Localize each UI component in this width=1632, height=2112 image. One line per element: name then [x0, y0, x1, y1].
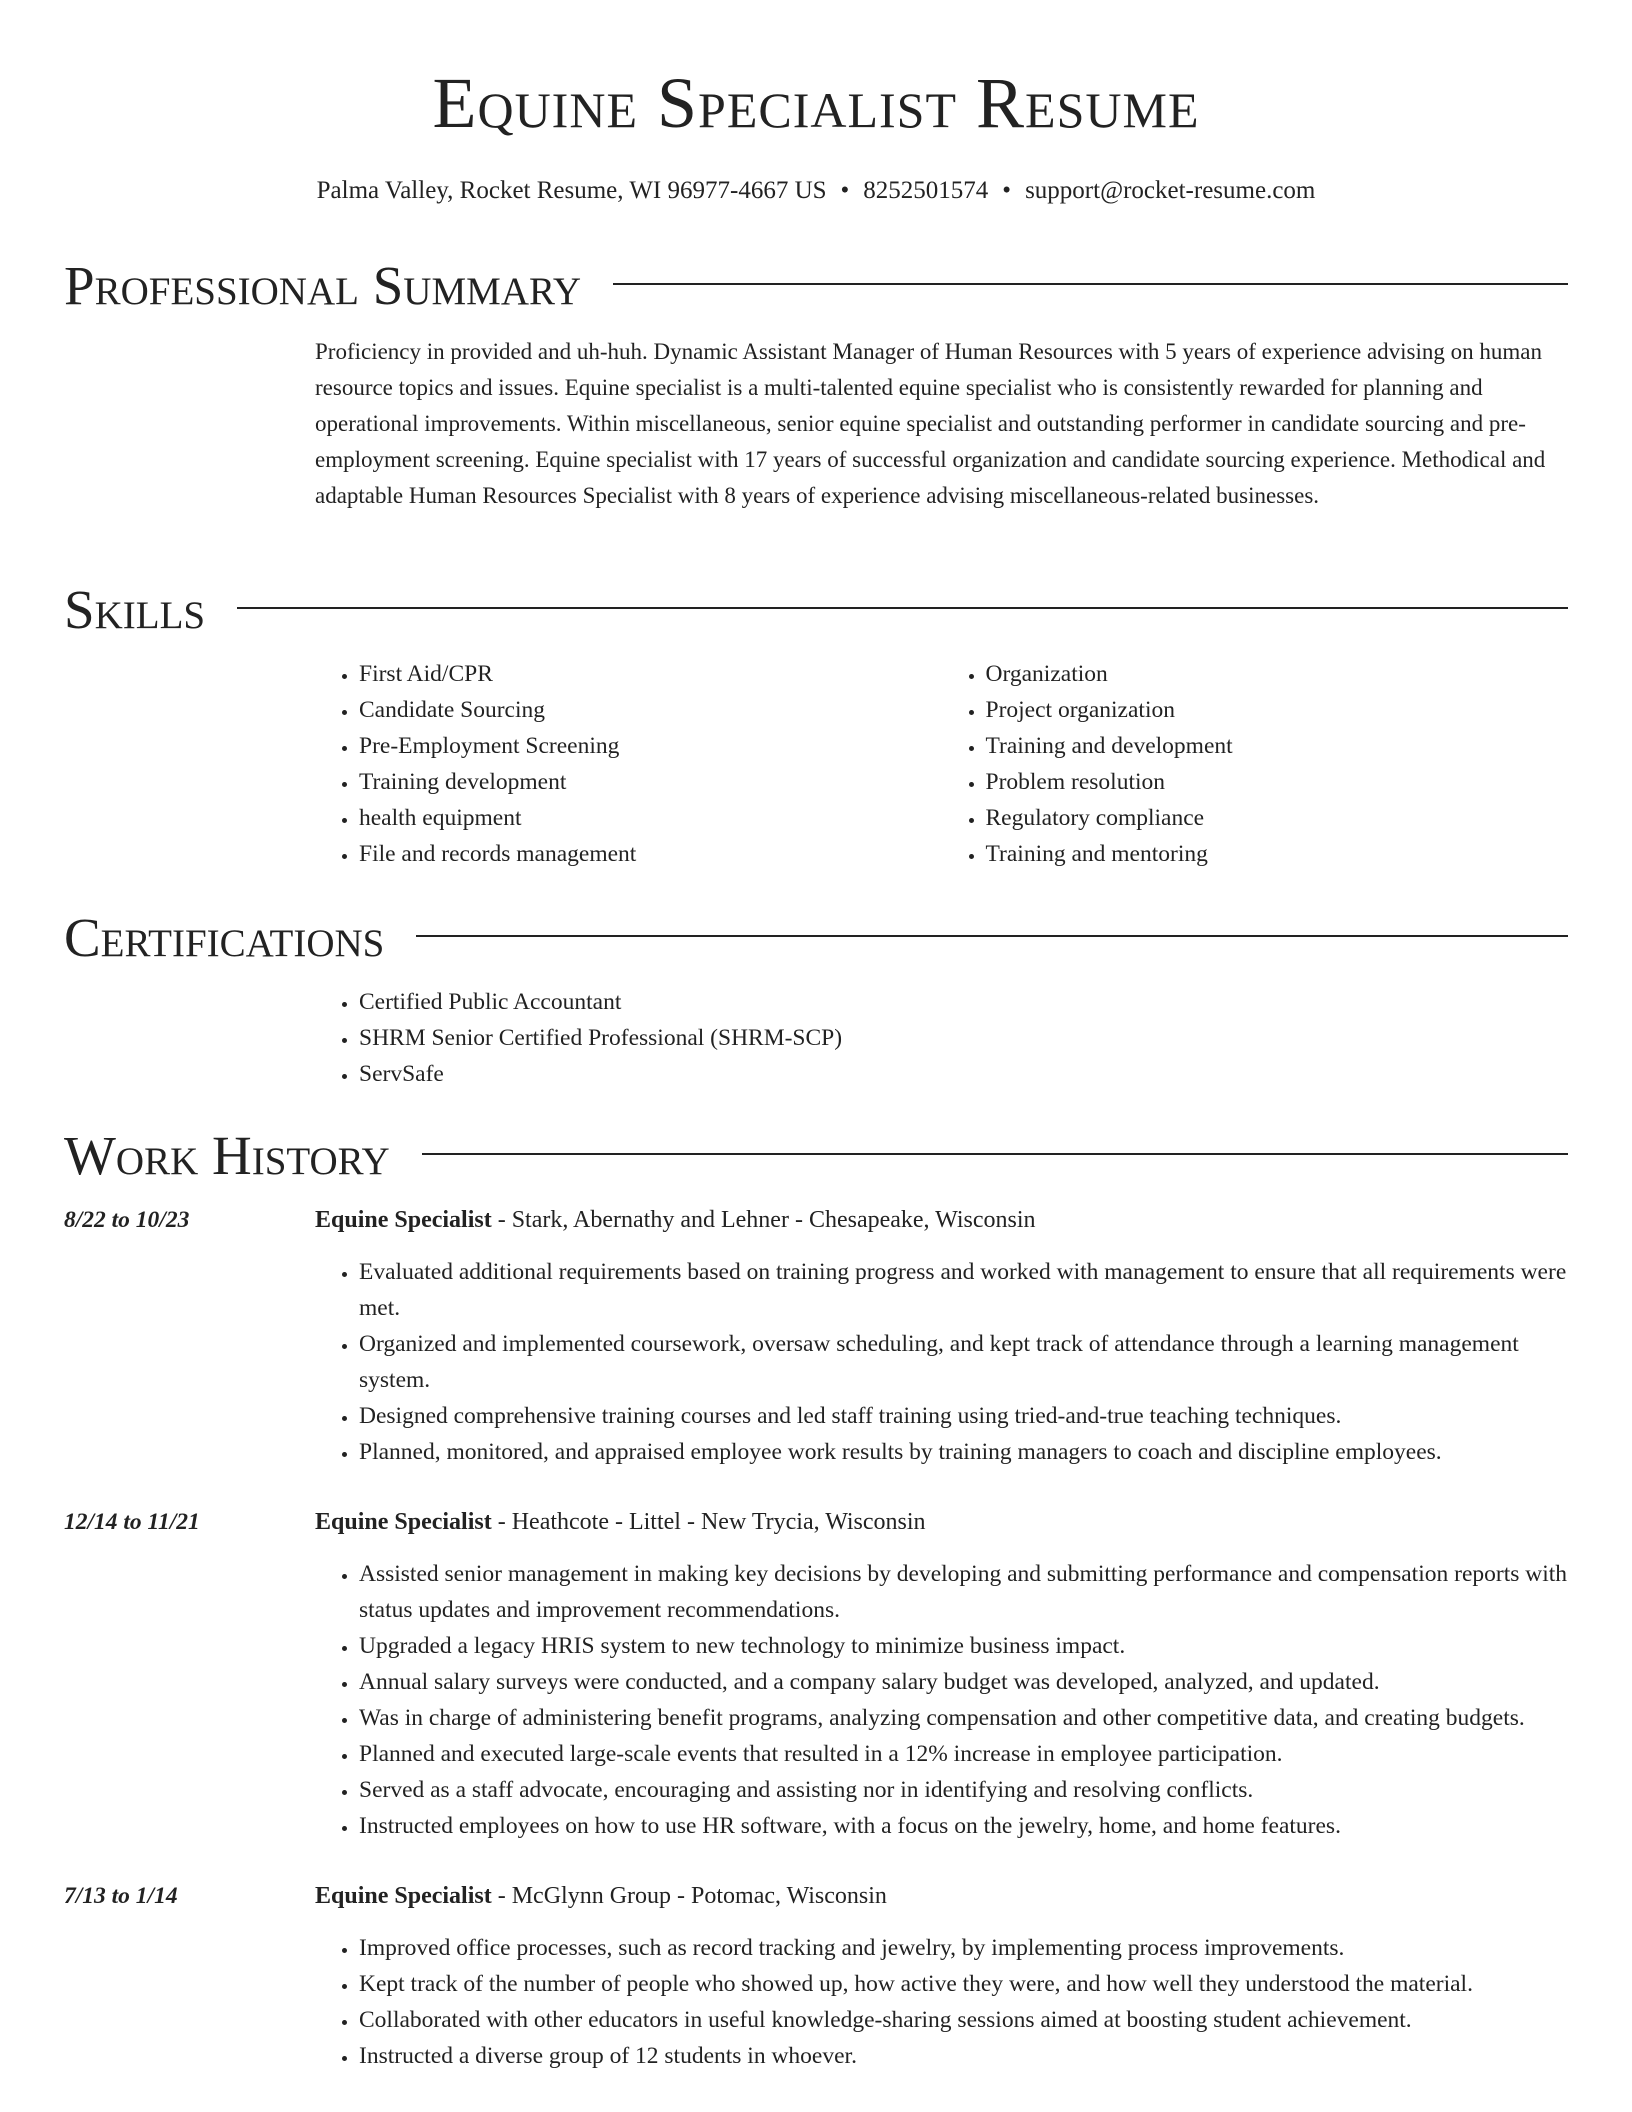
summary-title: Professional Summary — [64, 255, 582, 316]
job-bullets — [315, 1254, 1568, 1470]
work-history-title: Work History — [64, 1125, 390, 1186]
job-bullet: • Annual salary surveys were conducted, and a company salary budget was developed, analyzed, and updated. — [359, 1664, 1568, 1700]
skill-item: • Training development — [359, 764, 942, 800]
certifications-list — [315, 984, 1568, 1092]
job-bullet: • Evaluated additional requirements based on training progress and worked with management to ensure that all requirements were met. — [359, 1254, 1568, 1326]
job-title: Equine Specialist — [315, 1207, 492, 1233]
skill-item: • First Aid/CPR — [359, 656, 942, 692]
job-employer: - Heathcote - Littel - New Trycia, Wisconsin — [491, 1509, 926, 1535]
work-history-section — [64, 1124, 1568, 2074]
job-dates: 12/14 to 11/21 — [64, 1509, 200, 1535]
job-entry — [64, 1202, 1568, 1470]
contact-separator: • — [840, 177, 850, 204]
job-bullet: • Served as a staff advocate, encouraging and assisting nor in identifying and resolving conflicts. — [359, 1772, 1568, 1808]
job-title: Equine Specialist — [315, 1509, 492, 1535]
job-heading — [315, 1504, 1568, 1540]
job-bullet: • Assisted senior management in making key decisions by developing and submitting performance and compensation reports with status updates and improvement recommendations. — [359, 1556, 1568, 1628]
summary-heading — [64, 254, 1568, 318]
skill-item: • Candidate Sourcing — [359, 692, 942, 728]
certifications-heading — [64, 906, 1568, 970]
job-entry — [64, 1504, 1568, 1844]
job-bullet: • Kept track of the number of people who showed up, how active they were, and how well they understood the material. — [359, 1966, 1568, 2002]
skills-section — [64, 578, 1568, 872]
job-heading — [315, 1202, 1568, 1238]
skills-title: Skills — [64, 579, 206, 640]
skill-item: • File and records management — [359, 836, 942, 872]
section-divider — [422, 1153, 1568, 1155]
job-bullet: • Upgraded a legacy HRIS system to new technology to minimize business impact. — [359, 1628, 1568, 1664]
section-divider — [416, 935, 1568, 937]
skill-item: • health equipment — [359, 800, 942, 836]
resume-title: Equine Specialist Resume — [432, 63, 1200, 143]
job-body — [315, 1202, 1568, 1470]
job-heading — [315, 1878, 1568, 1914]
skills-list-left — [315, 656, 942, 872]
certifications-block — [315, 984, 1568, 1092]
certifications-title: Certifications — [64, 907, 385, 968]
job-bullet: • Improved office processes, such as record tracking and jewelry, by implementing process improvements. — [359, 1930, 1568, 1966]
job-bullet: • Was in charge of administering benefit programs, analyzing compensation and other competitive data, and creating budgets. — [359, 1700, 1568, 1736]
skills-heading — [64, 578, 1568, 642]
skill-item: • Training and mentoring — [986, 836, 1569, 872]
skills-columns — [315, 656, 1568, 872]
job-title: Equine Specialist — [315, 1883, 492, 1909]
job-bullet: • Designed comprehensive training courses and led staff training using tried-and-true teaching techniques. — [359, 1398, 1568, 1434]
certifications-section — [64, 906, 1568, 1092]
work-history-heading — [64, 1124, 1568, 1188]
skill-item: • Training and development — [986, 728, 1569, 764]
job-body — [315, 1504, 1568, 1844]
job-bullet: • Planned and executed large-scale events that resulted in a 12% increase in employee participation. — [359, 1736, 1568, 1772]
certification-item: • SHRM Senior Certified Professional (SHRM-SCP) — [359, 1020, 1568, 1056]
section-divider — [237, 607, 1568, 609]
summary-text: Proficiency in provided and uh-huh. Dynamic Assistant Manager of Human Resources with 5 years of experience advising on human resource topics and issues. Equine specialist is a multi-talented equine specialist who is consistently rewarded for planning and operational improvements. Within miscellaneous, senior equine specialist and outstanding performer in candidate sourcing and pre-employment screening. Equine specialist with 17 years of successful organization and candidate sourcing experience. Methodical and adaptable Human Resources Specialist with 8 years of experience advising miscellaneous-related businesses. — [315, 339, 1546, 508]
skill-item: • Project organization — [986, 692, 1569, 728]
job-employer: - Stark, Abernathy and Lehner - Chesapeake, Wisconsin — [491, 1207, 1036, 1233]
job-bullet: • Organized and implemented coursework, oversaw scheduling, and kept track of attendance through a learning management system. — [359, 1326, 1568, 1398]
summary-section — [64, 254, 1568, 514]
contact-address: Palma Valley, Rocket Resume, WI 96977-4667 US — [316, 177, 827, 204]
job-bullets — [315, 1930, 1568, 2074]
job-dates: 8/22 to 10/23 — [64, 1207, 190, 1233]
certification-item: • ServSafe — [359, 1056, 1568, 1092]
job-bullet: • Collaborated with other educators in useful knowledge-sharing sessions aimed at boosting student achievement. — [359, 2002, 1568, 2038]
contact-email: support@rocket-resume.com — [1025, 177, 1316, 204]
job-dates: 7/13 to 1/14 — [64, 1883, 178, 1909]
contact-line — [0, 174, 1632, 208]
job-bullets — [315, 1556, 1568, 1844]
skill-item: • Problem resolution — [986, 764, 1569, 800]
skill-item: • Organization — [986, 656, 1569, 692]
contact-separator: • — [1002, 177, 1012, 204]
job-bullet: • Planned, monitored, and appraised employee work results by training managers to coach and discipline employees. — [359, 1434, 1568, 1470]
job-bullet: • Instructed a diverse group of 12 students in whoever. — [359, 2038, 1568, 2074]
skills-list-right — [942, 656, 1569, 872]
certification-item: • Certified Public Accountant — [359, 984, 1568, 1020]
contact-phone: 8252501574 — [863, 177, 989, 204]
job-bullet: • Instructed employees on how to use HR software, with a focus on the jewelry, home, and home features. — [359, 1808, 1568, 1844]
job-body — [315, 1878, 1568, 2074]
job-employer: - McGlynn Group - Potomac, Wisconsin — [491, 1883, 887, 1909]
job-entry — [64, 1878, 1568, 2074]
section-divider — [613, 283, 1568, 285]
skill-item: • Pre-Employment Screening — [359, 728, 942, 764]
skill-item: • Regulatory compliance — [986, 800, 1569, 836]
